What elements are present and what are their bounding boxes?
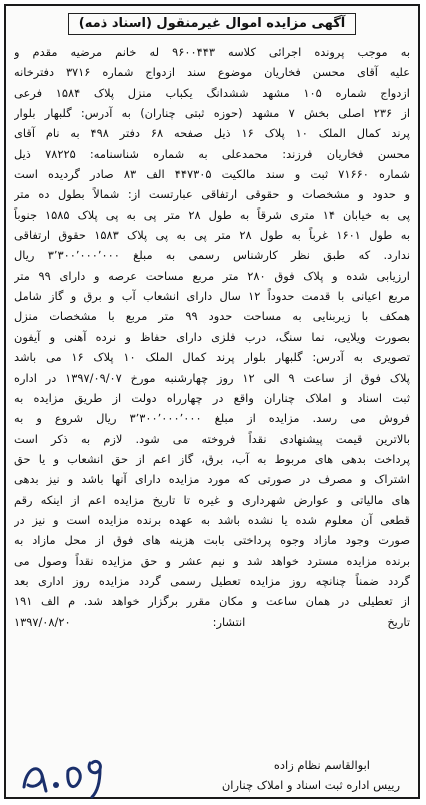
body-line: ثبت اسناد و املاک چناران واقع در چهارراه دولت از طریق مزایده به bbox=[14, 390, 410, 405]
body-line: تصویری به آدرس: گلبهار بلوار پرند کمال الملک ۱۰ پلاک ۱۶ می باشد bbox=[14, 350, 410, 365]
body-line: بصورت ویلایی، نما سنگ، درب فلزی دارای حفاظ و نرده آهنی و آیفون bbox=[14, 329, 410, 344]
body-line: برنده مزایده مسترد خواهد شد و نیم عشر و حق مزایده نقداً وصول می bbox=[14, 553, 410, 568]
title-wrap bbox=[6, 12, 418, 35]
body-line: فروش می رسد. مزایده از مبلغ ۳٬۳۰۰٬۰۰۰٬۰۰۰ ریال شروع و به bbox=[14, 411, 410, 426]
notice-body bbox=[14, 42, 410, 632]
signature-name: ابوالقاسم نظام زاده bbox=[273, 758, 370, 772]
body-line: پی به خیابان ۱۴ متری شرقاً به طول ۲۸ متر پی به پی پلاک ۱۵۸۵ جنوباً bbox=[14, 207, 410, 222]
body-line: صورت وجود مازاد وجوه پرداختی بابت هزینه های فوق از محل مازاد به bbox=[14, 533, 410, 548]
body-line: علیه آقای محسن فخاریان موضوع سند ازدواج شماره ۳۷۱۶ دفترخانه bbox=[14, 65, 410, 80]
body-line: بالاترین قیمت پیشنهادی نقداً فروخته می شود. لازم به ذکر است bbox=[14, 431, 410, 446]
body-line: ارزیابی شده و پلاک فوق ۲۸۰ متر مربع مساحت عرصه و دارای ۹۹ متر bbox=[14, 268, 410, 283]
body-line: و حدود و مشخصات و حقوقی ارتفاقی عبارتست از: شمالاً بطول ده متر bbox=[14, 187, 410, 202]
body-line: اشتراک و مصرف در صورتی که مورد مزایده دارای آنها باشد و نیز بدهی bbox=[14, 472, 410, 487]
body-line: به طول ۱۶۰۱ غرباً به طول ۲۸ متر پی به پی پلاک ۱۵۸۳ حقوق ارتفاقی bbox=[14, 228, 410, 243]
notice-title: آگهی مزایده اموال غیرمنقول (اسناد ذمه) bbox=[68, 13, 356, 35]
body-line: محسن فخاریان فرزند: محمدعلی به شماره شناسنامه: ۷۸۲۲۵ ذیل bbox=[14, 146, 410, 161]
body-line: پلاک فوق از ساعت ۹ الی ۱۲ روز چهارشنبه مورخ ۱۳۹۷/۰۹/۰۷ در اداره bbox=[14, 370, 410, 385]
body-line: گردد ضمناً چنانچه روز مزایده تعطیل رسمی گردد مزایده روز اداری بعد bbox=[14, 573, 410, 588]
body-line: های مالیاتی و عوارض شهرداری و غیره تا تاریخ مزایده اعم از اینکه رقم bbox=[14, 492, 410, 507]
body-line: ندارد. که طبق نظر کارشناس رسمی به مبلغ ۳٬۳۰۰٬۰۰۰٬۰۰۰ ریال bbox=[14, 248, 410, 263]
body-line: از ۲۳۶ اصلی بخش ۷ مشهد (حوزه ثبتی چناران) به آدرس: گلبهار بلوار bbox=[14, 106, 410, 121]
signature-role: رییس اداره ثبت اسناد و املاک چناران bbox=[221, 778, 400, 792]
body-line: از تعطیلی در همان ساعت و مکان مقرر برگزار خواهد شد. م الف ۱۹۱ bbox=[14, 594, 410, 609]
body-line: قطعی آن معلوم شده یا نشده باشد به عهده برنده مزایده است و نیز در bbox=[14, 512, 410, 527]
body-line: پرداخت بدهی های مربوط به آب، برق، گاز اعم از حق انشعاب و یا حق bbox=[14, 451, 410, 466]
body-line: شماره ۷۱۶۶۰ ثبت و سند مالکیت ۴۴۷۳۰۵ الف ۸۳ صادر گردیده است bbox=[14, 167, 410, 182]
body-line: همکف با زیربنایی به مساحت حدود ۹۹ متر مربع با مشخصات منزل bbox=[14, 309, 410, 324]
handwritten-annotation bbox=[16, 741, 108, 801]
body-line: به موجب پرونده اجرائی کلاسه ۹۶۰۰۴۴۳ له خانم مرضیه مقدم و bbox=[14, 45, 410, 59]
body-line: ازدواج شماره ۱۰۵ مشهد ششدانگ یکباب منزل پلاک ۱۵۸۴ فرعی bbox=[14, 85, 410, 100]
newspaper-clipping bbox=[4, 4, 420, 799]
body-line: پرند کمال الملک ۱۰ پلاک ۱۶ ذیل صفحه ۶۸ دفتر ۴۹۸ به نام آقای bbox=[14, 126, 410, 141]
body-line: مربع اعیانی با قدمت حدوداً ۱۲ سال دارای انشعاب آب و برق و گاز شامل bbox=[14, 289, 410, 304]
body-line: تاریخ انتشار: ۱۳۹۷/۰۸/۲۰ bbox=[14, 614, 410, 629]
